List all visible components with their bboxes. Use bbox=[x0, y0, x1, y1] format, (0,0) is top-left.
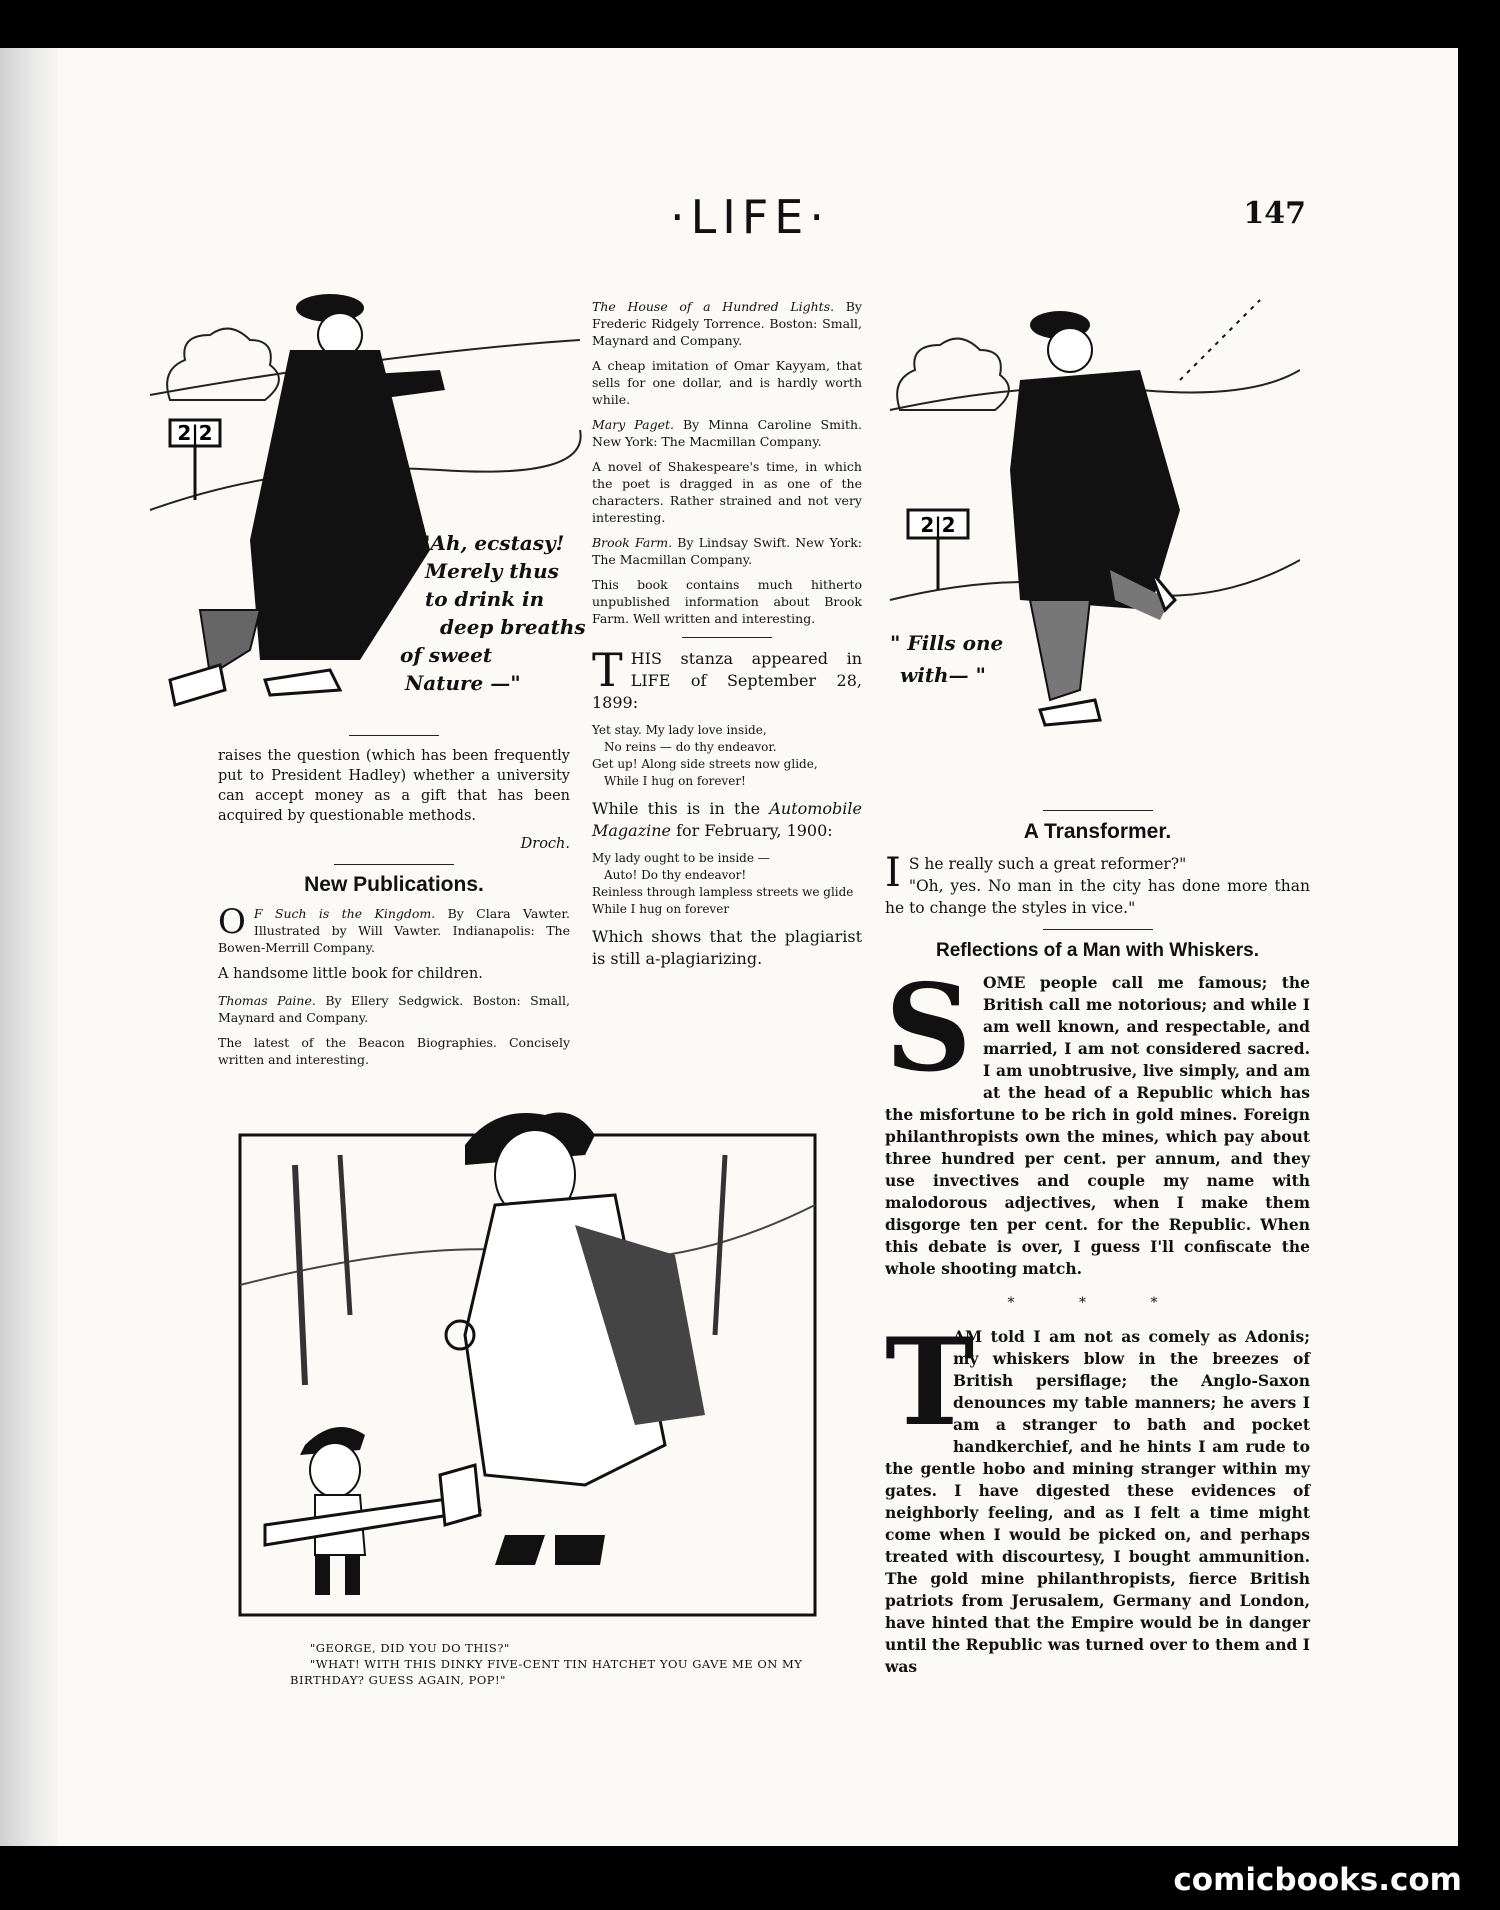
right-quote-line-1: " Fills one bbox=[890, 631, 1004, 655]
right-choking-man-illustration bbox=[880, 270, 1300, 790]
washington-cartoon bbox=[235, 1085, 825, 1635]
transformer-answer: "Oh, yes. No man in the city has done more than he to change the styles in vice." bbox=[885, 877, 1310, 917]
left-milestone-sign: 2|2 bbox=[177, 421, 213, 445]
rule-divider bbox=[682, 637, 772, 638]
left-quote-line-6: Nature —" bbox=[405, 671, 521, 695]
rule-divider bbox=[1043, 810, 1153, 811]
left-quote-line-1: "Ah, ecstasy! bbox=[420, 531, 565, 555]
magazine-intro bbox=[592, 798, 862, 842]
poem-line: My lady ought to be inside — bbox=[592, 851, 770, 865]
publication-review-3: A cheap imitation of Omar Kayyam, that sells for one dollar, and is hardly worth while. bbox=[592, 358, 862, 407]
poem-1900 bbox=[592, 850, 862, 918]
entry-title: The House of a Hundred Lights. bbox=[592, 299, 835, 314]
reflections-text-1: OME people call me famous; the British call me notorious; and while I am well known, and respectable, and married, I am not considered sacred. I am unobtrusive, live simply, and am at the head of a Republic which has the misfortune to be rich in gold mines. Foreign philanthropists own the mines, which pay about three hundred per cent. per annum, and they use invectives and couple my name with malodorous adjectives, when I make them disgorge ten per cent. for the Republic. When this debate is over, I guess I'll confiscate the whole shooting match. bbox=[885, 973, 1310, 1278]
top-dark-strip bbox=[0, 0, 1500, 48]
entry-title: Thomas Paine. bbox=[218, 993, 316, 1008]
reflections-dropcap-t: T bbox=[885, 1312, 975, 1453]
section-stars: * * * bbox=[1007, 1295, 1188, 1311]
new-publications-heading: New Publications. bbox=[304, 873, 484, 896]
rule-divider bbox=[349, 735, 439, 736]
entry-details: By Minna Caroline Smith. New York: The Macmillan Company. bbox=[592, 417, 862, 449]
left-quote-line-2: Merely thus bbox=[425, 559, 559, 583]
source-watermark: comicbooks.com bbox=[1173, 1862, 1462, 1898]
left-walking-man-illustration bbox=[140, 280, 590, 720]
poem-line: Auto! Do thy endeavor! bbox=[604, 868, 747, 882]
poem-1899 bbox=[592, 722, 862, 790]
publication-entry-2 bbox=[218, 992, 570, 1026]
reflections-dropcap-s: S bbox=[885, 958, 972, 1099]
left-quote-line-3: to drink in bbox=[425, 587, 545, 611]
entry-details: By Lindsay Swift. New York: The Macmillan Company. bbox=[592, 535, 863, 567]
right-milestone-sign: 2|2 bbox=[920, 513, 956, 537]
closing-line: Which shows that the plagiarist is still a-plagiarizing. bbox=[592, 927, 862, 968]
publication-review-5: This book contains much hitherto unpublished information about Brook Farm. Well written and interesting. bbox=[592, 577, 862, 626]
magazine-intro-text: While this is in the bbox=[592, 799, 770, 818]
reflections-text-2: AM told I am not as comely as Adonis; my whiskers blow in the breezes of British persiflage; the Anglo-Saxon denounces my table manners; he avers I am a stranger to bath and pocket handkerchief, and he hints I am rude to the gentle hobo and mining stranger within my gates. I have digested these evidences of neighborly feeling, and as I felt a time might come when I would be picked on, and perhaps treated with discourtesy, I bought ammunition. The gold mine philanthropists, fierce British patriots from Jerusalem, Germany and London, have hinted that the Empire would be in danger until the Republic was turned over to them and I was bbox=[885, 1327, 1310, 1676]
left-column bbox=[218, 725, 570, 1076]
poem-line: No reins — do thy endeavor. bbox=[604, 740, 777, 754]
reflections-paragraph-1 bbox=[885, 958, 1310, 1280]
publication-entry-1 bbox=[218, 902, 570, 956]
middle-column bbox=[592, 298, 862, 978]
publication-review-4: A novel of Shakespeare's time, in which the poet is dragged in as one of the characters. Rather strained and not very interesting. bbox=[592, 459, 862, 525]
transformer-question: S he really such a great reformer?" bbox=[908, 855, 1187, 873]
stanza-intro-text: HIS stanza appeared in LIFE of September 28, 1899: bbox=[592, 649, 862, 712]
masthead-title: ·LIFE· bbox=[670, 190, 830, 244]
right-quote-line-2: with— " bbox=[900, 663, 986, 687]
transformer-text bbox=[885, 850, 1310, 919]
caption-line-1: "GEORGE, DID YOU DO THIS?" bbox=[310, 1641, 510, 1655]
entry-dropcap: O bbox=[218, 902, 246, 942]
magazine-title: Automobile Magazine bbox=[592, 799, 862, 840]
entry-title: Mary Paget. bbox=[592, 417, 674, 432]
page-number: 147 bbox=[1243, 196, 1306, 231]
transformer-dropcap: I bbox=[885, 850, 901, 896]
left-quote-line-5: of sweet bbox=[400, 643, 493, 667]
poem-line: Reinless through lampless streets we glide bbox=[592, 885, 854, 899]
stanza-intro bbox=[592, 643, 862, 714]
entry-title: F Such is the Kingdom. bbox=[253, 906, 436, 921]
magazine-intro-text: for February, 1900: bbox=[671, 821, 833, 840]
left-quote-line-4: deep breaths bbox=[440, 615, 586, 639]
entry-details: By Frederic Ridgely Torrence. Boston: Small, Maynard and Company. bbox=[592, 299, 862, 348]
entry-details: By Clara Vawter. Illustrated by Will Vawter. Indianapolis: The Bowen-Merrill Company. bbox=[218, 906, 570, 955]
rule-divider bbox=[1043, 929, 1153, 930]
poem-line: Yet stay. My lady love inside, bbox=[592, 723, 767, 737]
publication-entry-5 bbox=[592, 534, 862, 568]
entry-title: Brook Farm. bbox=[592, 535, 673, 550]
right-column bbox=[885, 800, 1310, 1686]
publication-review-2: The latest of the Beacon Biographies. Concisely written and interesting. bbox=[218, 1035, 570, 1067]
cartoon-caption bbox=[290, 1640, 810, 1688]
poem-line: While I hug on forever bbox=[592, 902, 730, 916]
rule-divider bbox=[334, 864, 454, 865]
caption-line-2: "WHAT! WITH THIS DINKY FIVE-CENT TIN HATCHET YOU GAVE ME ON MY BIRTHDAY? GUESS AGAIN, POP!" bbox=[290, 1657, 803, 1687]
publication-review-1: A handsome little book for children. bbox=[218, 966, 483, 982]
poem-line: While I hug on forever! bbox=[604, 774, 746, 788]
publication-entry-3 bbox=[592, 298, 862, 349]
stanza-dropcap: T bbox=[592, 643, 623, 697]
droch-continuation-text: raises the question (which has been frequently put to President Hadley) whether a university can accept money as a gift that has been acquired by questionable methods. bbox=[218, 748, 570, 824]
poem-line: Get up! Along side streets now glide, bbox=[592, 757, 818, 771]
publication-entry-4 bbox=[592, 416, 862, 450]
transformer-heading: A Transformer. bbox=[1023, 820, 1172, 843]
droch-signature: Droch. bbox=[520, 836, 570, 852]
reflections-heading: Reflections of a Man with Whiskers. bbox=[935, 940, 1260, 961]
reflections-paragraph-2 bbox=[885, 1312, 1310, 1678]
entry-details: By Ellery Sedgwick. Boston: Small, Maynard and Company. bbox=[218, 993, 571, 1025]
page-gutter-shadow bbox=[0, 48, 58, 1846]
